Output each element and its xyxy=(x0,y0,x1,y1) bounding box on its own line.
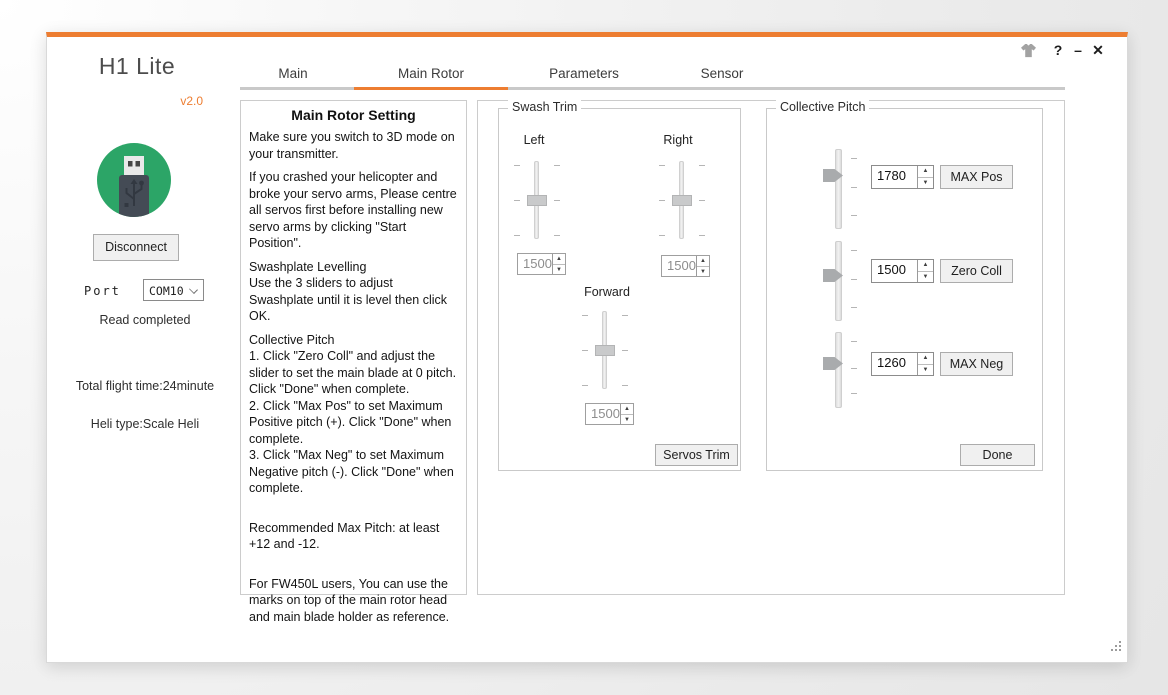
tick-mark xyxy=(851,368,857,369)
instruction-paragraph: 3. Click "Max Neg" to set Maximum Negative pitch (-). Click "Done" when complete. xyxy=(249,448,454,495)
left-slider-label: Left xyxy=(523,133,545,147)
tick-mark xyxy=(554,235,560,236)
tick-mark xyxy=(622,315,628,316)
instructions-title: Main Rotor Setting xyxy=(291,107,416,123)
left-trim-value: 1500 xyxy=(523,256,552,271)
tick-mark xyxy=(582,315,588,316)
tick-mark xyxy=(514,200,520,201)
zero-coll-value: 1500 xyxy=(877,262,906,277)
slider-track[interactable] xyxy=(835,332,842,408)
tick-mark xyxy=(851,279,857,280)
spin-down-icon[interactable]: ▼ xyxy=(922,273,929,280)
tab-main-rotor[interactable]: Main Rotor xyxy=(397,66,465,81)
tick-mark xyxy=(582,350,588,351)
spin-down-icon[interactable]: ▼ xyxy=(922,179,929,186)
disconnect-button[interactable]: Disconnect xyxy=(93,234,179,261)
zero-coll-spinner[interactable] xyxy=(871,259,934,283)
tick-mark xyxy=(554,200,560,201)
spin-up-icon[interactable]: ▲ xyxy=(621,404,633,415)
tick-mark xyxy=(659,200,665,201)
tick-mark xyxy=(851,250,857,251)
instruction-paragraph: If you crashed your helicopter and broke your servo arms, Please centre all servos first before installing new servo arms by clicking "Start Position". xyxy=(249,170,457,250)
tick-mark xyxy=(622,350,628,351)
max-neg-slider xyxy=(819,330,861,414)
tick-mark xyxy=(851,215,857,216)
chevron-down-icon xyxy=(189,285,198,294)
spin-up-icon[interactable]: ▲ xyxy=(697,256,709,267)
right-trim-value: 1500 xyxy=(667,258,696,273)
help-icon[interactable]: ? xyxy=(1053,42,1063,58)
tick-mark xyxy=(514,235,520,236)
max-neg-value: 1260 xyxy=(877,355,906,370)
right-trim-spinner[interactable] xyxy=(661,255,710,277)
spin-buttons[interactable] xyxy=(620,404,633,424)
status-text: Read completed xyxy=(99,313,191,327)
spin-buttons[interactable] xyxy=(552,254,565,274)
app-title: H1 Lite xyxy=(98,53,176,79)
close-icon[interactable]: ✕ xyxy=(1092,42,1104,58)
spin-down-icon[interactable]: ▼ xyxy=(922,366,929,373)
spin-buttons[interactable] xyxy=(917,353,933,375)
skin-icon[interactable] xyxy=(1019,43,1037,61)
tick-mark xyxy=(851,187,857,188)
swash-right-slider xyxy=(657,157,711,249)
swash-trim-title: Swash Trim xyxy=(508,100,581,114)
servos-trim-button[interactable]: Servos Trim xyxy=(655,444,738,466)
max-neg-spinner[interactable] xyxy=(871,352,934,376)
tab-main[interactable]: Main xyxy=(278,66,308,81)
port-value: COM10 xyxy=(149,284,184,298)
tick-mark xyxy=(659,235,665,236)
instruction-paragraph: Make sure you switch to 3D mode on your transmitter. xyxy=(249,130,455,161)
tick-mark xyxy=(851,307,857,308)
slider-track[interactable] xyxy=(835,241,842,321)
slider-track[interactable] xyxy=(835,149,842,229)
tick-mark xyxy=(699,165,705,166)
slider-thumb[interactable] xyxy=(527,195,547,206)
tick-mark xyxy=(699,200,705,201)
tick-mark xyxy=(514,165,520,166)
tab-sensor[interactable]: Sensor xyxy=(700,66,744,81)
tick-mark xyxy=(554,165,560,166)
forward-trim-spinner[interactable] xyxy=(585,403,634,425)
max-pos-button[interactable]: MAX Pos xyxy=(940,165,1013,189)
swash-left-slider xyxy=(512,157,566,249)
spin-up-icon[interactable]: ▲ xyxy=(918,166,933,178)
port-select[interactable] xyxy=(143,279,204,301)
instruction-paragraph: Use the 3 sliders to adjust Swashplate until it is level then click OK. xyxy=(249,276,448,323)
tick-mark xyxy=(622,385,628,386)
resize-grip[interactable] xyxy=(1109,639,1122,657)
tick-mark xyxy=(659,165,665,166)
main-rotor-panel xyxy=(477,100,1065,595)
forward-slider-label: Forward xyxy=(584,285,630,299)
spin-buttons[interactable] xyxy=(917,166,933,188)
max-neg-button[interactable]: MAX Neg xyxy=(940,352,1013,376)
port-label: Port xyxy=(84,284,121,298)
slider-thumb[interactable] xyxy=(595,345,615,356)
app-window xyxy=(46,32,1128,663)
swash-forward-slider xyxy=(580,307,634,399)
done-button[interactable]: Done xyxy=(960,444,1035,466)
spin-up-icon[interactable]: ▲ xyxy=(918,353,933,365)
instruction-paragraph: Recommended Max Pitch: at least +12 and -12. xyxy=(249,520,440,551)
spin-buttons[interactable] xyxy=(917,260,933,282)
instruction-paragraph: Collective Pitch xyxy=(249,332,335,347)
tick-mark xyxy=(851,341,857,342)
heli-type-text: Heli type:Scale Heli xyxy=(90,417,200,431)
instruction-paragraph: For FW450L users, You can use the marks on top of the main rotor head and main blade holder as reference. xyxy=(249,576,450,624)
slider-thumb[interactable] xyxy=(672,195,692,206)
minimize-icon[interactable]: – xyxy=(1074,42,1082,58)
spin-down-icon[interactable]: ▼ xyxy=(623,416,630,423)
collective-pitch-group xyxy=(766,100,1043,471)
usb-connected-icon xyxy=(97,143,171,217)
spin-up-icon[interactable]: ▲ xyxy=(918,260,933,272)
app-version: v2.0 xyxy=(180,94,203,108)
swash-trim-group xyxy=(498,100,741,471)
collective-pitch-title: Collective Pitch xyxy=(776,100,869,114)
tick-mark xyxy=(851,393,857,394)
max-pos-slider xyxy=(819,147,861,231)
instructions-panel xyxy=(240,100,467,624)
tab-parameters[interactable]: Parameters xyxy=(549,66,619,81)
left-trim-spinner[interactable] xyxy=(517,253,566,275)
forward-trim-value: 1500 xyxy=(591,406,620,421)
spin-down-icon[interactable]: ▼ xyxy=(699,268,706,275)
max-pos-spinner[interactable] xyxy=(871,165,934,189)
active-tab-indicator xyxy=(354,87,508,90)
spin-down-icon[interactable]: ▼ xyxy=(555,266,562,273)
zero-coll-button[interactable]: Zero Coll xyxy=(940,259,1013,283)
spin-up-icon[interactable]: ▲ xyxy=(553,254,565,265)
tab-bar xyxy=(240,64,1065,90)
instruction-paragraph: 1. Click "Zero Coll" and adjust the slider to set the main blade at 0 pitch. Click "Done" when complete. xyxy=(249,349,457,396)
zero-coll-slider xyxy=(819,239,861,323)
instruction-paragraph: Swashplate Levelling xyxy=(249,259,367,274)
tick-mark xyxy=(582,385,588,386)
max-pos-value: 1780 xyxy=(877,168,906,183)
instruction-paragraph: 2. Click "Max Pos" to set Maximum Positive pitch (+). Click "Done" when complete. xyxy=(249,398,452,446)
tick-mark xyxy=(851,158,857,159)
flight-time-text: Total flight time:24minute xyxy=(75,379,215,393)
tick-mark xyxy=(699,235,705,236)
right-slider-label: Right xyxy=(663,133,693,147)
spin-buttons[interactable] xyxy=(696,256,709,276)
